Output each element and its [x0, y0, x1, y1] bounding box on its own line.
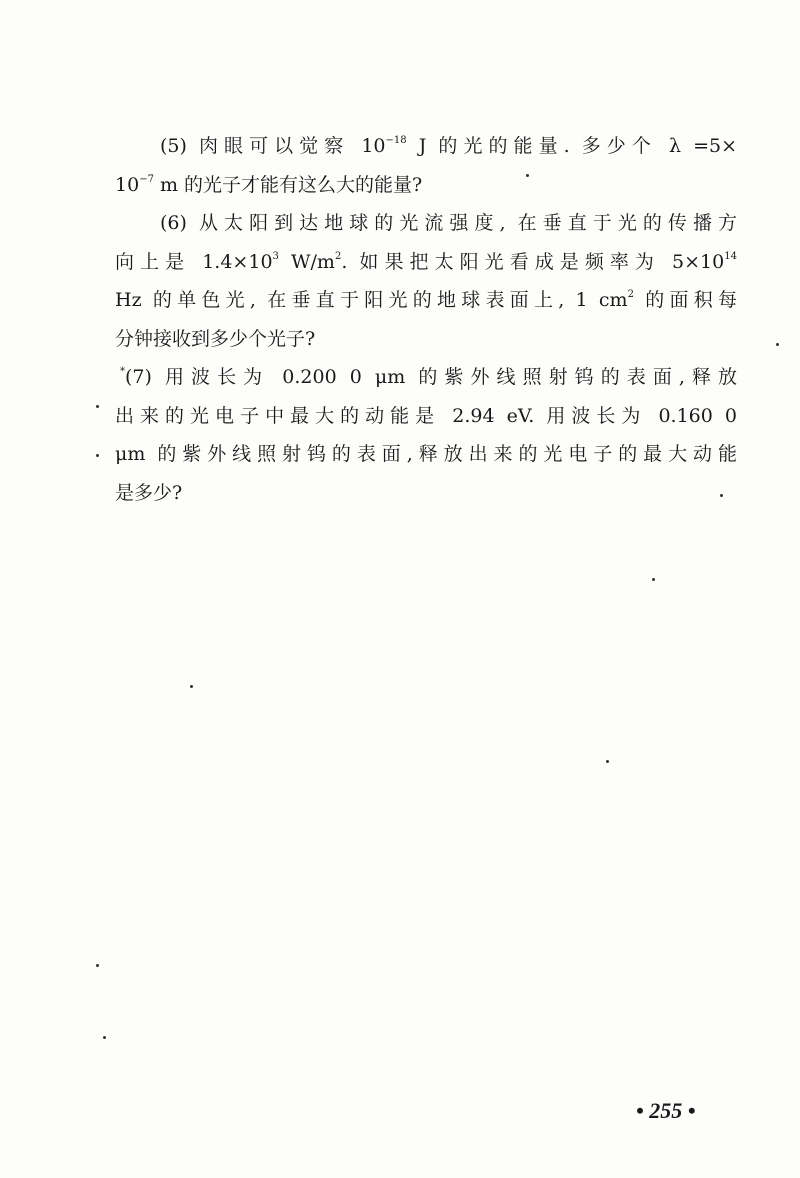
- page-number: • 255 •: [636, 1098, 696, 1123]
- text-segment: (6) 从太阳到达地球的光流强度, 在垂直于光的传播方: [160, 212, 737, 234]
- text-segment: W/m: [278, 250, 335, 273]
- problem-5-line: [115, 173, 737, 197]
- text-segment: 10: [115, 173, 140, 196]
- text-segment: 的面积每: [633, 289, 737, 311]
- scan-speck: [526, 174, 529, 177]
- text-segment: 向上是 1.4×10: [115, 250, 273, 273]
- scan-speck: [776, 343, 779, 346]
- scan-speck: [720, 494, 723, 497]
- problem-6-line: [160, 211, 737, 235]
- problem-7-line: [115, 404, 737, 428]
- scan-speck: [190, 685, 193, 688]
- superscript: −7: [139, 173, 154, 185]
- superscript: 2: [334, 250, 342, 262]
- problem-6-line: [115, 250, 737, 274]
- scan-speck: [606, 760, 609, 763]
- text-segment: (5) 肉眼可以觉察 10: [160, 135, 386, 157]
- text-segment: Hz 的单色光, 在垂直于阳光的地球表面上, 1 cm: [115, 289, 628, 311]
- text-segment: J 的光的能量. 多少个 λ =5×: [406, 135, 738, 157]
- problem-7-line: [120, 365, 737, 389]
- problem-7-line: [115, 442, 737, 466]
- scan-speck: [103, 1036, 106, 1039]
- superscript: 2: [627, 289, 634, 300]
- scan-speck: [96, 405, 99, 408]
- superscript: *: [120, 366, 125, 377]
- scan-speck: [652, 578, 655, 581]
- text-segment: m 的光子才能有这么大的能量?: [153, 173, 423, 196]
- problem-6-line: [115, 327, 737, 351]
- superscript: 14: [724, 250, 737, 262]
- text-segment: . 如果把太阳光看成是频率为 5×10: [341, 250, 725, 273]
- text-segment: 分钟接收到多少个光子?: [115, 327, 316, 350]
- problem-7-line: [115, 481, 737, 505]
- superscript: 3: [272, 250, 279, 262]
- scan-speck: [96, 964, 99, 967]
- text-segment: μm 的紫外线照射钨的表面,释放出来的光电子的最大动能: [115, 443, 737, 465]
- superscript: −18: [385, 135, 407, 146]
- problem-6-line: [115, 288, 737, 312]
- scan-speck: [96, 454, 99, 457]
- text-segment: (7) 用波长为 0.200 0 μm 的紫外线照射钨的表面,释放: [125, 366, 737, 388]
- text-segment: 出来的光电子中最大的动能是 2.94 eV. 用波长为 0.160 0: [115, 404, 737, 427]
- text-segment: 是多少?: [115, 481, 183, 504]
- problem-5-line: [160, 134, 737, 158]
